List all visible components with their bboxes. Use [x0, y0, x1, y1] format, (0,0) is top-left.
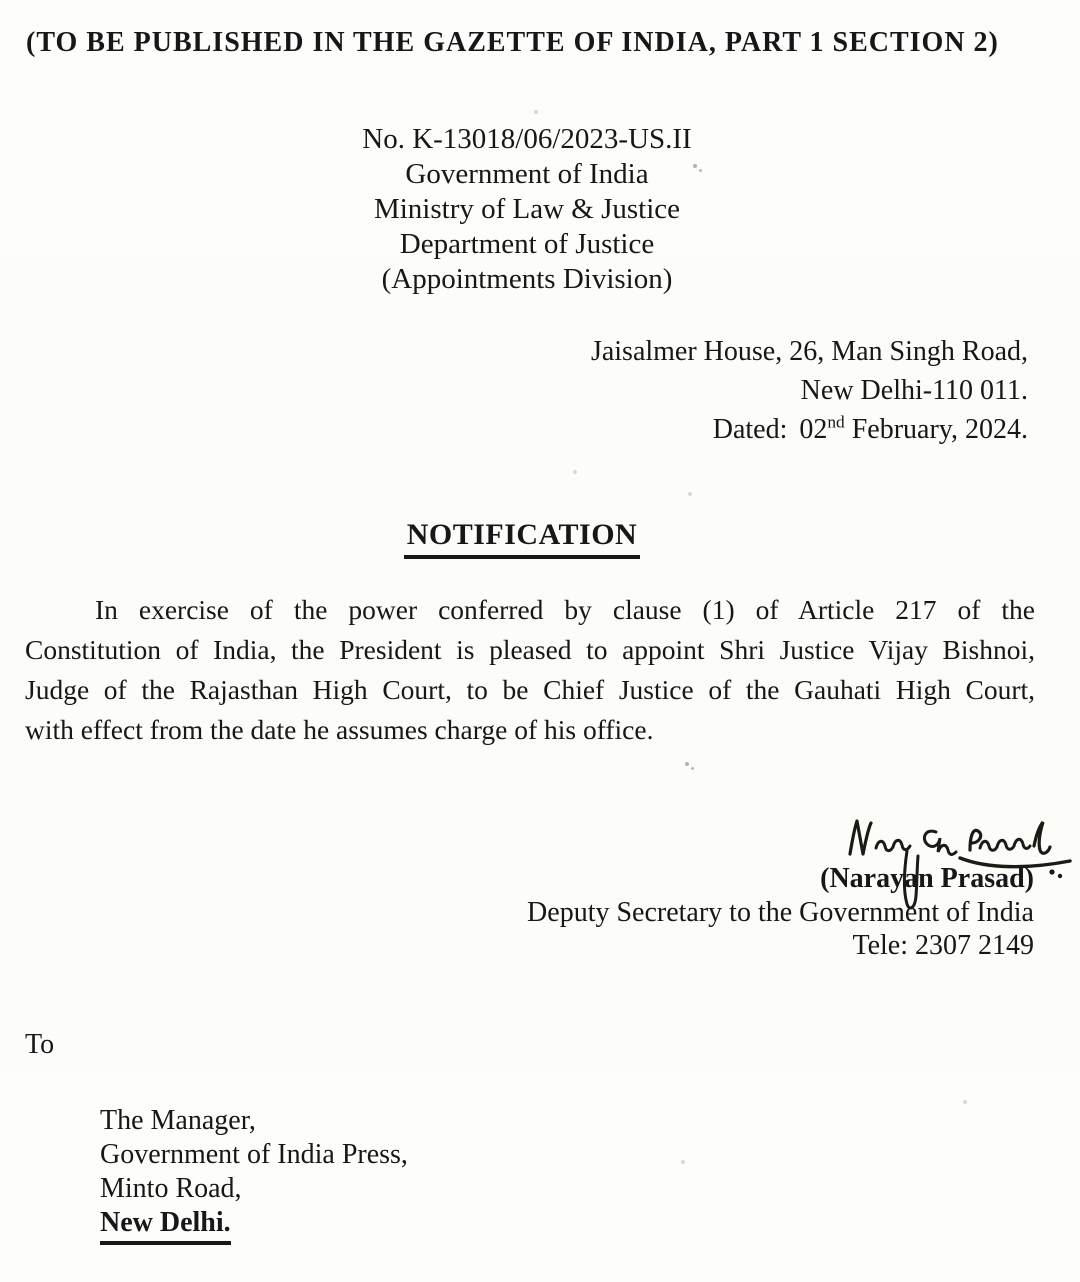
recipient-block — [25, 1028, 408, 1245]
date-rest: February, 2024. — [851, 414, 1028, 445]
ink-dot — [1050, 870, 1054, 874]
signature-block — [527, 862, 1034, 963]
signature-stroke-rasa — [980, 839, 1030, 850]
body-line-2: Constitution of India, the President is pleased to appoint Shri Justice Vijay Bishnoi, — [25, 634, 1035, 665]
date-day: 02 — [799, 414, 828, 445]
title-row — [0, 518, 1044, 559]
letterhead-line-department: Department of Justice — [399, 228, 655, 260]
scan-speckle — [963, 1100, 967, 1104]
scan-speckle — [573, 470, 577, 474]
signatory-phone: Tele: 2307 2149 — [852, 930, 1034, 961]
scan-speckle — [685, 762, 689, 766]
signatory-name: (Narayan Prasad) — [820, 863, 1034, 894]
body-line-4: with effect from the date he assumes charge of his office. — [25, 714, 654, 745]
notification-title: NOTIFICATION — [404, 518, 640, 559]
letterhead-line-division: (Appointments Division) — [381, 263, 673, 295]
signature-stroke-an — [924, 831, 956, 854]
signature-stroke-p — [970, 830, 981, 850]
body-line-3: Judge of the Rajasthan High Court, to be Chief Justice of the Gauhati High Court, — [25, 674, 1035, 705]
recipient-line-road: Minto Road, — [100, 1173, 242, 1204]
address-line-street: Jaisalmer House, 26, Man Singh Road, — [590, 336, 1028, 367]
date-line — [591, 410, 1028, 449]
signature-stroke-n — [850, 821, 871, 854]
recipient-city: New Delhi. — [100, 1206, 231, 1245]
date-label: Dated: — [712, 414, 788, 445]
date-ordinal: nd — [827, 412, 845, 432]
recipient-address — [100, 1104, 408, 1245]
signature-stroke-d — [1034, 822, 1050, 853]
scan-speckle — [534, 110, 538, 114]
body-paragraph — [25, 590, 1035, 750]
reference-number: No. K-13018/06/2023-US.II — [362, 123, 692, 155]
letterhead-block — [0, 122, 1054, 297]
letterhead-line-govt: Government of India — [405, 158, 649, 190]
office-address-block — [591, 332, 1028, 449]
recipient-line-manager: The Manager, — [100, 1105, 256, 1136]
address-line-city: New Delhi-110 011. — [800, 375, 1028, 406]
scan-speckle — [681, 1160, 685, 1164]
scan-speckle — [693, 164, 697, 168]
body-line-1: In exercise of the power conferred by clause (1) of Article 217 of the — [95, 594, 1035, 625]
signature-stroke-aray — [876, 840, 910, 850]
gazette-header: (TO BE PUBLISHED IN THE GAZETTE OF INDIA, PART 1 SECTION 2) — [26, 27, 999, 58]
recipient-line-press: Government of India Press, — [100, 1139, 408, 1170]
salutation: To — [25, 1029, 55, 1060]
scan-speckle — [688, 492, 692, 496]
letterhead-line-ministry: Ministry of Law & Justice — [373, 193, 681, 225]
ink-dot — [1058, 874, 1061, 877]
signatory-designation: Deputy Secretary to the Government of India — [527, 896, 1034, 928]
